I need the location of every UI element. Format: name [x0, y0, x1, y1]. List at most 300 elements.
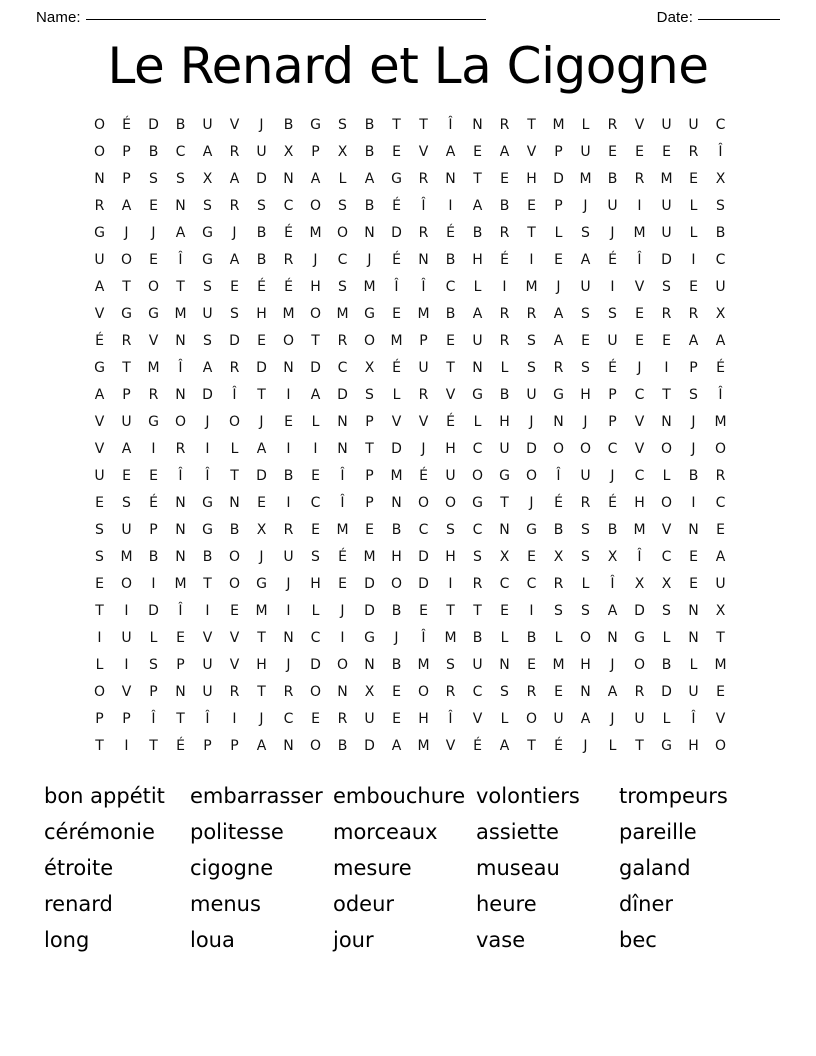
grid-cell[interactable]: U — [94, 252, 105, 268]
grid-cell[interactable]: M — [255, 603, 268, 619]
grid-cell[interactable]: S — [338, 279, 347, 295]
grid-cell[interactable]: S — [176, 171, 185, 187]
grid-cell[interactable]: I — [205, 441, 210, 457]
grid-cell[interactable]: E — [662, 144, 671, 160]
grid-cell[interactable]: B — [553, 522, 564, 538]
grid-cell[interactable]: U — [202, 306, 213, 322]
grid-cell[interactable]: A — [607, 684, 618, 700]
grid-cell[interactable]: O — [174, 414, 187, 430]
grid-cell[interactable]: H — [580, 657, 591, 673]
grid-cell[interactable]: N — [553, 414, 564, 430]
word-list-item[interactable]: heure — [476, 892, 537, 916]
grid-cell[interactable]: J — [286, 576, 291, 592]
grid-cell[interactable]: G — [256, 576, 267, 592]
grid-cell[interactable]: I — [691, 495, 696, 511]
grid-cell[interactable]: G — [148, 306, 159, 322]
grid-cell[interactable]: T — [95, 603, 104, 619]
grid-cell[interactable]: N — [337, 441, 348, 457]
grid-cell[interactable]: A — [472, 198, 483, 214]
grid-cell[interactable]: U — [580, 468, 591, 484]
grid-cell[interactable]: T — [176, 711, 185, 727]
grid-cell[interactable]: E — [311, 468, 320, 484]
grid-cell[interactable]: I — [286, 603, 291, 619]
grid-cell[interactable]: E — [446, 333, 455, 349]
grid-cell[interactable]: T — [473, 171, 482, 187]
grid-cell[interactable]: D — [418, 549, 429, 565]
grid-cell[interactable]: O — [579, 441, 592, 457]
grid-cell[interactable]: B — [148, 549, 159, 565]
grid-cell[interactable]: H — [256, 306, 267, 322]
grid-cell[interactable]: E — [500, 603, 509, 619]
grid-cell[interactable]: O — [633, 657, 646, 673]
grid-cell[interactable]: T — [95, 738, 104, 754]
grid-cell[interactable]: P — [122, 171, 131, 187]
grid-cell[interactable]: B — [283, 468, 294, 484]
grid-cell[interactable]: J — [259, 549, 264, 565]
grid-cell[interactable]: B — [445, 252, 456, 268]
grid-cell[interactable]: N — [175, 333, 186, 349]
date-write-line[interactable] — [698, 19, 780, 20]
grid-cell[interactable]: D — [391, 225, 402, 241]
grid-cell[interactable]: S — [473, 549, 482, 565]
grid-cell[interactable]: T — [365, 441, 374, 457]
grid-cell[interactable]: N — [499, 522, 510, 538]
grid-cell[interactable]: B — [283, 117, 294, 133]
grid-cell[interactable]: V — [148, 333, 159, 349]
word-list-item[interactable]: vase — [476, 928, 526, 952]
grid-cell[interactable]: O — [444, 495, 457, 511]
word-list-item[interactable]: cigogne — [190, 856, 274, 880]
grid-cell[interactable]: T — [203, 576, 212, 592]
grid-cell[interactable]: R — [499, 225, 510, 241]
grid-cell[interactable]: A — [499, 144, 510, 160]
grid-cell[interactable]: I — [610, 279, 615, 295]
grid-cell[interactable]: V — [418, 414, 429, 430]
grid-cell[interactable]: O — [660, 495, 673, 511]
grid-cell[interactable]: M — [363, 279, 376, 295]
grid-cell[interactable]: X — [715, 171, 726, 187]
grid-cell[interactable]: Î — [421, 630, 426, 646]
grid-cell[interactable]: N — [661, 414, 672, 430]
grid-cell[interactable]: N — [283, 360, 294, 376]
grid-cell[interactable]: I — [151, 576, 156, 592]
word-list-item[interactable]: bon appétit — [44, 784, 165, 808]
grid-cell[interactable]: B — [445, 306, 456, 322]
grid-cell[interactable]: I — [124, 603, 129, 619]
grid-cell[interactable]: É — [446, 414, 455, 430]
word-list-item[interactable]: museau — [476, 856, 560, 880]
grid-cell[interactable]: G — [526, 522, 537, 538]
grid-cell[interactable]: I — [529, 603, 534, 619]
name-write-line[interactable] — [86, 19, 486, 20]
grid-cell[interactable]: M — [552, 657, 565, 673]
grid-cell[interactable]: J — [583, 198, 588, 214]
grid-cell[interactable]: E — [689, 576, 698, 592]
grid-cell[interactable]: S — [446, 522, 455, 538]
grid-cell[interactable]: R — [472, 576, 483, 592]
grid-cell[interactable]: U — [661, 117, 672, 133]
grid-cell[interactable]: E — [149, 252, 158, 268]
grid-cell[interactable]: Î — [637, 549, 642, 565]
grid-cell[interactable]: I — [124, 738, 129, 754]
grid-cell[interactable]: A — [310, 171, 321, 187]
grid-cell[interactable]: E — [581, 333, 590, 349]
grid-cell[interactable]: N — [580, 684, 591, 700]
grid-cell[interactable]: A — [499, 738, 510, 754]
grid-cell[interactable]: P — [554, 198, 563, 214]
grid-cell[interactable]: É — [419, 468, 428, 484]
grid-cell[interactable]: E — [122, 468, 131, 484]
grid-cell[interactable]: R — [283, 684, 294, 700]
grid-cell[interactable]: U — [715, 279, 726, 295]
grid-cell[interactable]: D — [634, 603, 645, 619]
grid-cell[interactable]: L — [608, 738, 617, 754]
grid-cell[interactable]: O — [282, 333, 295, 349]
grid-cell[interactable]: E — [365, 522, 374, 538]
grid-cell[interactable]: A — [310, 387, 321, 403]
grid-cell[interactable]: Î — [448, 117, 453, 133]
grid-cell[interactable]: A — [607, 603, 618, 619]
grid-cell[interactable]: T — [716, 630, 725, 646]
grid-cell[interactable]: G — [391, 171, 402, 187]
grid-cell[interactable]: Î — [340, 495, 345, 511]
grid-cell[interactable]: E — [230, 603, 239, 619]
grid-cell[interactable]: B — [364, 117, 375, 133]
grid-cell[interactable]: S — [149, 657, 158, 673]
grid-cell[interactable]: I — [448, 576, 453, 592]
grid-cell[interactable]: A — [580, 252, 591, 268]
grid-cell[interactable]: A — [715, 549, 726, 565]
grid-cell[interactable]: P — [230, 738, 239, 754]
grid-cell[interactable]: E — [95, 495, 104, 511]
grid-cell[interactable]: É — [554, 738, 563, 754]
grid-cell[interactable]: N — [229, 495, 240, 511]
grid-cell[interactable]: X — [499, 549, 510, 565]
grid-cell[interactable]: É — [392, 252, 401, 268]
grid-cell[interactable]: S — [203, 333, 212, 349]
grid-cell[interactable]: E — [338, 576, 347, 592]
grid-cell[interactable]: L — [311, 603, 320, 619]
grid-cell[interactable]: O — [309, 684, 322, 700]
grid-cell[interactable]: T — [662, 387, 671, 403]
grid-cell[interactable]: B — [391, 603, 402, 619]
grid-cell[interactable]: A — [256, 441, 267, 457]
grid-cell[interactable]: U — [553, 711, 564, 727]
grid-cell[interactable]: S — [122, 495, 131, 511]
grid-cell[interactable]: N — [175, 495, 186, 511]
grid-cell[interactable]: O — [147, 279, 160, 295]
grid-cell[interactable]: J — [556, 279, 561, 295]
grid-cell[interactable]: E — [311, 711, 320, 727]
grid-cell[interactable]: J — [367, 252, 372, 268]
grid-cell[interactable]: I — [124, 657, 129, 673]
grid-cell[interactable]: T — [500, 495, 509, 511]
grid-cell[interactable]: V — [202, 630, 213, 646]
grid-cell[interactable]: H — [418, 711, 429, 727]
grid-cell[interactable]: Î — [637, 252, 642, 268]
word-list-item[interactable]: jour — [333, 928, 374, 952]
grid-cell[interactable]: J — [610, 225, 615, 241]
grid-cell[interactable]: V — [229, 630, 240, 646]
grid-cell[interactable]: O — [579, 630, 592, 646]
grid-cell[interactable]: J — [205, 414, 210, 430]
grid-cell[interactable]: R — [580, 495, 591, 511]
grid-cell[interactable]: N — [175, 387, 186, 403]
grid-cell[interactable]: S — [95, 522, 104, 538]
grid-cell[interactable]: L — [338, 171, 347, 187]
grid-cell[interactable]: É — [608, 495, 617, 511]
grid-cell[interactable]: I — [691, 252, 696, 268]
grid-cell[interactable]: M — [336, 306, 349, 322]
grid-cell[interactable]: N — [688, 522, 699, 538]
grid-cell[interactable]: U — [580, 279, 591, 295]
grid-cell[interactable]: A — [121, 441, 132, 457]
grid-cell[interactable]: C — [472, 522, 483, 538]
grid-cell[interactable]: T — [419, 117, 428, 133]
grid-cell[interactable]: J — [610, 657, 615, 673]
grid-cell[interactable]: U — [202, 684, 213, 700]
grid-cell[interactable]: S — [608, 306, 617, 322]
grid-cell[interactable]: J — [529, 495, 534, 511]
grid-cell[interactable]: D — [364, 603, 375, 619]
grid-cell[interactable]: P — [554, 144, 563, 160]
grid-cell[interactable]: N — [337, 684, 348, 700]
grid-cell[interactable]: A — [121, 198, 132, 214]
grid-cell[interactable]: V — [472, 711, 483, 727]
word-list-item[interactable]: morceaux — [333, 820, 438, 844]
grid-cell[interactable]: D — [229, 333, 240, 349]
grid-cell[interactable]: D — [256, 360, 267, 376]
grid-cell[interactable]: R — [553, 576, 564, 592]
grid-cell[interactable]: D — [256, 171, 267, 187]
grid-cell[interactable]: G — [661, 738, 672, 754]
grid-cell[interactable]: E — [635, 306, 644, 322]
grid-cell[interactable]: É — [338, 549, 347, 565]
grid-cell[interactable]: N — [418, 252, 429, 268]
grid-cell[interactable]: S — [446, 657, 455, 673]
grid-cell[interactable]: M — [390, 333, 403, 349]
grid-cell[interactable]: L — [662, 630, 671, 646]
grid-cell[interactable]: L — [581, 576, 590, 592]
grid-cell[interactable]: E — [230, 279, 239, 295]
word-list-item[interactable]: loua — [190, 928, 235, 952]
grid-cell[interactable]: T — [392, 117, 401, 133]
grid-cell[interactable]: U — [661, 198, 672, 214]
grid-cell[interactable]: É — [716, 360, 725, 376]
grid-cell[interactable]: H — [310, 576, 321, 592]
grid-cell[interactable]: U — [283, 549, 294, 565]
grid-cell[interactable]: B — [499, 198, 510, 214]
grid-cell[interactable]: D — [202, 387, 213, 403]
grid-cell[interactable]: A — [229, 171, 240, 187]
grid-cell[interactable]: L — [500, 630, 509, 646]
grid-cell[interactable]: O — [228, 576, 241, 592]
grid-cell[interactable]: V — [121, 684, 132, 700]
grid-cell[interactable]: X — [283, 144, 294, 160]
grid-cell[interactable]: O — [363, 333, 376, 349]
grid-cell[interactable]: E — [689, 279, 698, 295]
grid-cell[interactable]: B — [148, 144, 159, 160]
grid-cell[interactable]: H — [499, 414, 510, 430]
grid-cell[interactable]: E — [554, 684, 563, 700]
grid-cell[interactable]: I — [664, 360, 669, 376]
grid-cell[interactable]: S — [581, 549, 590, 565]
grid-cell[interactable]: H — [526, 171, 537, 187]
word-list-item[interactable]: bec — [619, 928, 657, 952]
word-list-item[interactable]: mesure — [333, 856, 412, 880]
grid-cell[interactable]: R — [661, 306, 672, 322]
grid-cell[interactable]: S — [311, 549, 320, 565]
grid-cell[interactable]: C — [499, 576, 510, 592]
grid-cell[interactable]: É — [392, 198, 401, 214]
word-list-item[interactable]: long — [44, 928, 90, 952]
grid-cell[interactable]: X — [337, 144, 348, 160]
grid-cell[interactable]: M — [417, 306, 430, 322]
grid-cell[interactable]: L — [554, 225, 563, 241]
grid-cell[interactable]: M — [660, 171, 673, 187]
grid-cell[interactable]: V — [94, 414, 105, 430]
grid-cell[interactable]: R — [229, 198, 240, 214]
grid-cell[interactable]: M — [633, 522, 646, 538]
grid-cell[interactable]: P — [122, 387, 131, 403]
grid-cell[interactable]: C — [337, 252, 348, 268]
grid-cell[interactable]: O — [336, 657, 349, 673]
grid-cell[interactable]: S — [554, 603, 563, 619]
grid-cell[interactable]: X — [553, 549, 564, 565]
grid-cell[interactable]: U — [526, 387, 537, 403]
grid-cell[interactable]: Î — [205, 711, 210, 727]
grid-cell[interactable]: H — [688, 738, 699, 754]
grid-cell[interactable]: T — [446, 603, 455, 619]
grid-cell[interactable]: G — [499, 468, 510, 484]
grid-cell[interactable]: H — [256, 657, 267, 673]
grid-cell[interactable]: S — [527, 333, 536, 349]
grid-cell[interactable]: N — [283, 630, 294, 646]
grid-cell[interactable]: U — [121, 414, 132, 430]
grid-cell[interactable]: N — [364, 225, 375, 241]
grid-cell[interactable]: O — [228, 414, 241, 430]
grid-cell[interactable]: M — [390, 468, 403, 484]
grid-cell[interactable]: M — [120, 549, 133, 565]
grid-cell[interactable]: O — [120, 252, 133, 268]
grid-cell[interactable]: U — [202, 657, 213, 673]
grid-cell[interactable]: J — [340, 603, 345, 619]
grid-cell[interactable]: I — [232, 711, 237, 727]
grid-cell[interactable]: É — [446, 225, 455, 241]
grid-cell[interactable]: N — [472, 117, 483, 133]
grid-cell[interactable]: P — [365, 414, 374, 430]
grid-cell[interactable]: N — [175, 684, 186, 700]
grid-cell[interactable]: É — [284, 225, 293, 241]
grid-cell[interactable]: E — [419, 603, 428, 619]
grid-cell[interactable]: O — [471, 468, 484, 484]
grid-cell[interactable]: A — [364, 171, 375, 187]
word-list-item[interactable]: galand — [619, 856, 691, 880]
grid-cell[interactable]: O — [390, 576, 403, 592]
grid-cell[interactable]: U — [715, 576, 726, 592]
grid-cell[interactable]: N — [175, 549, 186, 565]
grid-cell[interactable]: T — [149, 738, 158, 754]
grid-cell[interactable]: I — [205, 603, 210, 619]
grid-cell[interactable]: J — [421, 441, 426, 457]
grid-cell[interactable]: E — [608, 144, 617, 160]
grid-cell[interactable]: I — [340, 630, 345, 646]
grid-cell[interactable]: R — [553, 360, 564, 376]
grid-cell[interactable]: Î — [151, 711, 156, 727]
grid-cell[interactable]: V — [445, 387, 456, 403]
grid-cell[interactable]: R — [337, 711, 348, 727]
grid-cell[interactable]: R — [634, 171, 645, 187]
grid-cell[interactable]: U — [445, 468, 456, 484]
grid-cell[interactable]: N — [688, 630, 699, 646]
grid-cell[interactable]: E — [473, 144, 482, 160]
grid-cell[interactable]: J — [691, 414, 696, 430]
grid-cell[interactable]: C — [634, 387, 645, 403]
grid-cell[interactable]: É — [122, 117, 131, 133]
grid-cell[interactable]: G — [472, 387, 483, 403]
grid-cell[interactable]: T — [176, 279, 185, 295]
grid-cell[interactable]: D — [526, 441, 537, 457]
grid-cell[interactable]: D — [661, 252, 672, 268]
grid-cell[interactable]: U — [607, 333, 618, 349]
grid-cell[interactable]: Î — [232, 387, 237, 403]
grid-cell[interactable]: R — [715, 468, 726, 484]
grid-cell[interactable]: D — [553, 171, 564, 187]
grid-cell[interactable]: A — [553, 333, 564, 349]
grid-cell[interactable]: R — [607, 117, 618, 133]
grid-cell[interactable]: C — [715, 495, 726, 511]
grid-cell[interactable]: D — [148, 117, 159, 133]
grid-cell[interactable]: V — [526, 144, 537, 160]
grid-cell[interactable]: É — [176, 738, 185, 754]
grid-cell[interactable]: T — [257, 387, 266, 403]
grid-cell[interactable]: É — [284, 279, 293, 295]
grid-cell[interactable]: E — [527, 198, 536, 214]
grid-cell[interactable]: J — [583, 738, 588, 754]
grid-cell[interactable]: E — [149, 468, 158, 484]
grid-cell[interactable]: L — [689, 198, 698, 214]
word-list-item[interactable]: embarrasser — [190, 784, 323, 808]
grid-cell[interactable]: B — [256, 252, 267, 268]
grid-cell[interactable]: A — [202, 360, 213, 376]
grid-cell[interactable]: E — [554, 252, 563, 268]
grid-cell[interactable]: L — [554, 630, 563, 646]
grid-cell[interactable]: E — [527, 549, 536, 565]
grid-cell[interactable]: J — [124, 225, 129, 241]
grid-cell[interactable]: J — [529, 414, 534, 430]
grid-cell[interactable]: T — [635, 738, 644, 754]
grid-cell[interactable]: U — [94, 468, 105, 484]
grid-cell[interactable]: C — [526, 576, 537, 592]
grid-cell[interactable]: P — [365, 468, 374, 484]
grid-cell[interactable]: X — [364, 684, 375, 700]
grid-cell[interactable]: P — [149, 522, 158, 538]
grid-cell[interactable]: J — [610, 711, 615, 727]
grid-cell[interactable]: X — [661, 576, 672, 592]
grid-cell[interactable]: L — [689, 225, 698, 241]
grid-cell[interactable]: O — [336, 225, 349, 241]
grid-cell[interactable]: R — [445, 684, 456, 700]
grid-cell[interactable]: C — [472, 684, 483, 700]
word-list-item[interactable]: embouchure — [333, 784, 466, 808]
grid-cell[interactable]: M — [174, 306, 187, 322]
grid-cell[interactable]: R — [634, 684, 645, 700]
grid-cell[interactable]: T — [473, 603, 482, 619]
grid-cell[interactable]: H — [634, 495, 645, 511]
grid-cell[interactable]: V — [94, 441, 105, 457]
grid-cell[interactable]: E — [527, 657, 536, 673]
grid-cell[interactable]: B — [688, 468, 699, 484]
